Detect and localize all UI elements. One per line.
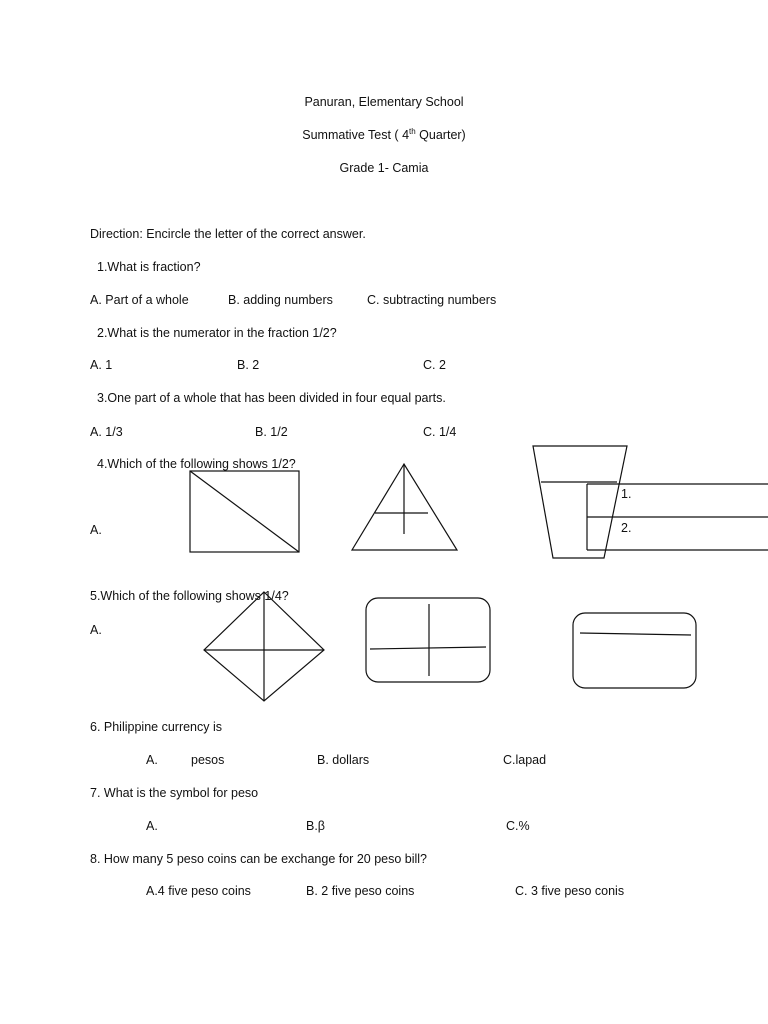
grade-section: Grade 1- Camia xyxy=(339,161,429,175)
q6-choice-a: A. xyxy=(146,753,158,767)
test-title-suffix: Quarter) xyxy=(415,128,466,142)
q1-choice-c: C. subtracting numbers xyxy=(367,293,497,307)
q3-choice-b: B. 1/2 xyxy=(255,425,288,439)
q7-choice-a: A. xyxy=(146,819,158,833)
question-5: 5.Which of the following shows 1/4? xyxy=(90,589,289,603)
q7-choice-b: B.β xyxy=(306,819,326,833)
q3-choice-a: A. 1/3 xyxy=(90,425,123,439)
q6-choice-b: B. dollars xyxy=(317,753,370,767)
q7-choice-c: C.% xyxy=(506,819,530,833)
test-title-sup: th xyxy=(409,126,416,136)
q5-diamond-shape xyxy=(204,592,324,701)
q4-side-label-1: 1. xyxy=(621,487,632,501)
question-1: 1.What is fraction? xyxy=(97,260,201,274)
q5-rounded-rect-cross-shape xyxy=(366,598,490,682)
question-8: 8. How many 5 peso coins can be exchange for 20 peso bill? xyxy=(90,852,428,866)
q5-choice-a: A. xyxy=(90,623,102,637)
q2-choice-c: C. 2 xyxy=(423,358,446,372)
direction-text: Direction: Encircle the letter of the correct answer. xyxy=(90,227,366,241)
q4-side-label-2: 2. xyxy=(621,521,632,535)
q2-choice-a: A. 1 xyxy=(90,358,113,372)
question-2: 2.What is the numerator in the fraction 1/2? xyxy=(97,326,337,340)
q4-answer-lines xyxy=(587,484,768,550)
question-6: 6. Philippine currency is xyxy=(90,720,223,734)
question-7: 7. What is the symbol for peso xyxy=(90,786,259,800)
q2-choice-b: B. 2 xyxy=(237,358,260,372)
q1-choice-a: A. Part of a whole xyxy=(90,293,189,307)
q5-rounded-rect-line-shape xyxy=(573,613,696,688)
q8-choice-c: C. 3 five peso conis xyxy=(515,884,625,898)
q4-rectangle-diagonal-shape xyxy=(190,471,299,552)
q3-choice-c: C. 1/4 xyxy=(423,425,457,439)
q6-choice-a-text: pesos xyxy=(191,753,225,767)
q8-choice-a: A.4 five peso coins xyxy=(146,884,251,898)
question-4: 4.Which of the following shows 1/2? xyxy=(97,457,296,471)
q1-choice-b: B. adding numbers xyxy=(228,293,333,307)
test-title-prefix: Summative Test ( 4 xyxy=(302,128,410,142)
q4-triangle-shape xyxy=(352,464,457,550)
question-3: 3.One part of a whole that has been divided in four equal parts. xyxy=(97,391,446,405)
school-name: Panuran, Elementary School xyxy=(304,95,464,109)
q4-choice-a: A. xyxy=(90,523,102,537)
q6-choice-c: C.lapad xyxy=(503,753,547,767)
q8-choice-b: B. 2 five peso coins xyxy=(306,884,415,898)
q4-trapezoid-shape xyxy=(533,446,627,558)
